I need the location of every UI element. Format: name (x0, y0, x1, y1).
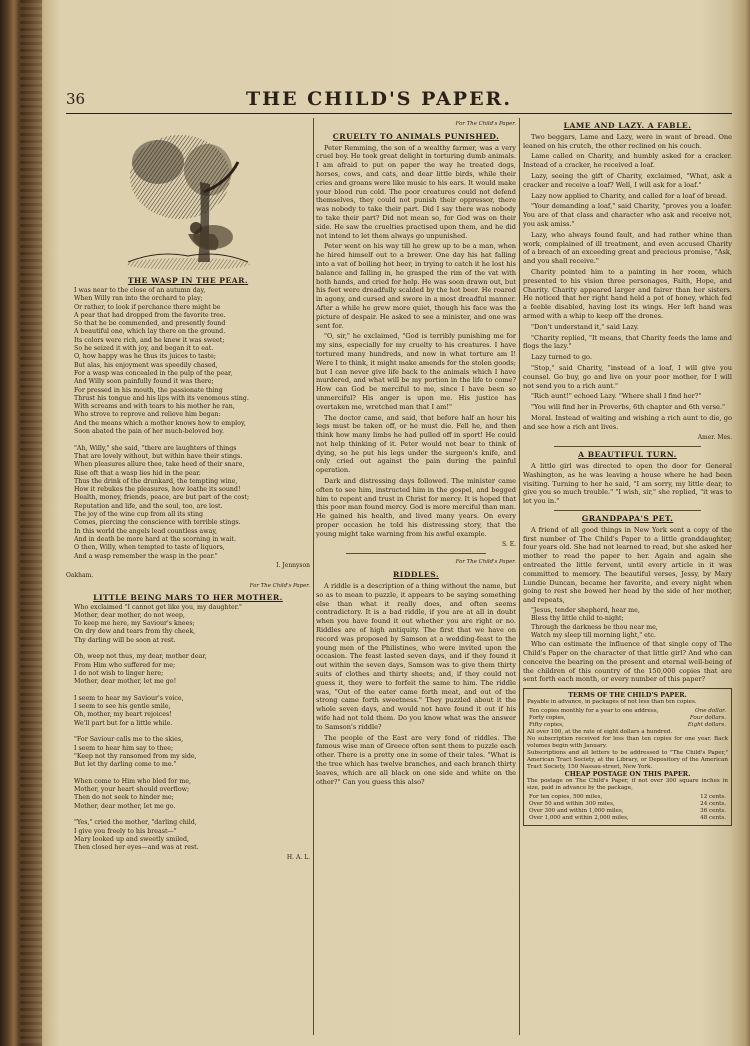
poem1-text: I was near to the close of an autumn day, When Willy ran into the orchard to play; Or rather, to look if perchance there might be A pear that had dropped from the favorite tree. So that he be commended, and presently found A beautiful one, which lay there on the ground. Its colors were rich, and he knew it was sweet; So he seized it with joy, and began it to eat. O, how happy was he thus its juices to taste; But alas, his enjoyment was speedily chased, For a wasp was concealed in the pulp of the pear, And Willy soon painfully found it was there; For pressed in his mouth, the passionate thing Thrust his tongue and his lips with its venomous sting. With screams and with tears to his mother he ran, Who strove to reprove and relieve him began: And the means which a mother knows how to employ, Soon abated the pain of her much-beloved boy. "Ah, Willy," she said, "there are laughters of things That are lovely without, but within have their stings. When pleasures allure thee, take heed of their snare, Rise oft that a wasp lies hid in the pear. Thus the drink of the drunkard, the tempting wine, How it rebukes the pleasures, how loathe its sound! Health, money, friends, peace, are but part of the cost; Reputation and life, and the soul, too, are lost. The joy of the wine cup from all its sting Comes, piercing the conscience with terrible stings. In this world the angels lead countless away, And in death be more hard at the scorning in wait. O then, Willy, when tempted to taste of liquors, And a wasp remember the wasp in the pear." (74, 287, 250, 560)
article-cruelty-paragraph: The doctor came, and said, that before half an hour his legs must be taken off, or he must die. Fell he, and then think how many limbs he had pulled off in sport! He could not help thinking of it. Peter would not bear to think of dying, so he put his legs under the surgeon's knife, and only cried out against the pain during the painful operation. (316, 413, 516, 475)
article-fable-paragraph: Two beggars, Lame and Lazy, were in want of bread. One leaned on his crutch, the other reclined on his couch. (523, 132, 732, 150)
article-cruelty-paragraph: Peter went on his way till he grew up to be a man, when he hired himself out to a brewer. One day his hat falling into a vat of boiling hot beer, in trying to catch it he lost his balance and falling in, he grasped the rim of the vat with both hands, and cried for help. He was soon drawn out, but his feet were dreadfully scalded by the hot beer. He roared in agony, and cursed and swore in a most dreadful manner. After a while he grew more quiet, though his face was the picture of despair. He asked to see a minister, and one was sent for. (316, 242, 516, 330)
table-cell: Forty copies, (529, 715, 566, 722)
article-cruelty-paragraph: Dark and distressing days followed. The minister came often to see him, instructed him in the gospel, and begged him to repent and trust in Christ for mercy. It is hoped that this poor man found mercy. God is more merciful than man. He gained his health, and lived many years. On every proper occasion he told his distressing story, that the young might take warning from his awful example. (316, 477, 516, 538)
page-header (66, 80, 732, 112)
terms-line: All over 100, at the rate of eight dollars a hundred. (527, 729, 673, 736)
terms-line: No subscription received for less than ten copies for one year. Back volumes begin with January. (527, 736, 728, 750)
table-cell: 36 cents. (700, 808, 726, 815)
table-cell: 24 cents. (700, 801, 726, 808)
postage-line: The postage on The Child's Paper, if not over 300 square inches in size, paid in advance by the package, (527, 778, 728, 792)
article-cruelty-credit: For The Child's Paper. (455, 121, 516, 127)
table-cell: 12 cents. (700, 794, 726, 801)
table-row (527, 794, 728, 801)
newspaper-page (66, 80, 732, 1035)
article-fable-paragraph: "Rich aunt!" echoed Lazy. "Where shall I find her?" (531, 392, 702, 401)
article-fable-paragraph: "You will find her in Proverbs, 6th chapter and 6th verse." (531, 403, 726, 412)
article-fable-paragraph: "Charity replied, "It means, that Charity feeds the lame and flogs the lazy." (523, 333, 732, 351)
column-divider-2 (519, 118, 520, 1035)
page-number: 36 (66, 90, 86, 108)
section-rule (554, 446, 700, 447)
article-cruelty-signature: S. E. (502, 540, 516, 548)
section-rule (554, 510, 700, 511)
poem2-credit: For The Child's Paper. (249, 582, 310, 589)
article-fable-signature: Amer. Mes. (697, 433, 732, 441)
article-pet-verse: "Jesus, tender shepherd, hear me, Bless thy little child to-night; Through the darkness be thou near me, Watch my sleep till morning light," etc. (531, 607, 658, 639)
article-cruelty-title: CRUELTY TO ANIMALS PUNISHED. (332, 131, 500, 141)
article-turn-paragraph: A little girl was directed to open the door for General Washington, as he was leaving a house where he had been visiting. Turning to her he said, "I am sorry, my little dear, to give you so much trouble." "I wish, sir," she replied, "it was to let you in." (523, 462, 732, 506)
table-cell: One dollar. (695, 708, 726, 715)
article-cruelty-paragraph: "O, sir," he exclaimed, "God is terribly punishing me for my sins, especially for my cruelty to his creatures. I have tortured many hundreds, and now in what torture am I! Were I to think, it might make amends for the stolen goods; but I can never give life back to the animals which I have murdered, and what will be my portion in the life to come? How can God be merciful to me, since I have been so unmerciful? His anger is upon me. His justice has overtaken me, wretched man that I am!" (316, 332, 516, 411)
article-fable-paragraph: Lazy now applied to Charity, and called for a loaf of bread. (531, 191, 728, 200)
table-row (527, 801, 728, 808)
article-fable-paragraph: "Your demanding a loaf," said Charity, "proves you a loafer. You are of that class and character who ask and receive not, you ask amiss." (523, 202, 732, 228)
article-fable-paragraph: "Stop," said Charity, "instead of a loaf, I will give you counsel. Go buy, go and live on your poor mother, for I will not send you to a rich aunt." (523, 363, 732, 390)
terms-title: TERMS OF THE CHILD'S PAPER. (568, 691, 687, 700)
table-cell: Over 1,000 and within 2,000 miles, (529, 815, 629, 822)
postage-title: CHEAP POSTAGE ON THIS PAPER. (564, 770, 691, 779)
table-row (527, 715, 728, 722)
article-pet-paragraph: A friend of all good things in New York sent a copy of the first number of The Child's Paper to a little granddaughter, four years old. She had not learned to read, but she asked her mother to read the paper to her. Again and again she entreated the little fervent, until every article in it was committed to memory. The beautiful verses, Jessy, by Mary Lundie Duncan, became her favorite, and every night when going to rest she bowed her head by the side of her mother, and repeats, (523, 525, 732, 605)
table-cell: Over 50 and within 300 miles, (529, 801, 615, 808)
terms-line: Payable in advance, in packages of not less than ten copies. (527, 699, 697, 706)
wasp-pear-illustration (118, 122, 258, 272)
article-pet-title: GRANDPAPA'S PET. (581, 514, 674, 524)
article-cruelty-paragraph: Peter Remming, the son of a wealthy farmer, was a very cruel boy. He took great delight in torturing dumb animals. I am afraid to put on paper the way he treated dogs, horses, cows, and cats, and dear little birds, while their cries and groans were like music to his ears. It would make your blood run cold. The poor creatures could not defend themselves, they could not punish their oppressor, there was nobody to take their part. Did I say there was nobody to take their part? Did not mean so, for God was on their side. He saw the cruelties practised upon them, and he did not intend to let them always go unpunished. (316, 143, 516, 240)
article-riddles-credit: For The Child's Paper. (455, 559, 516, 566)
terms-line: Subscriptions and all letters to be addressed to "The Child's Paper," American Tract Society, at the Library, or Depository of the American Tract Society, 150 Nassau-street, New York. (527, 750, 728, 771)
table-cell: Over 300 and within 1,000 miles, (529, 808, 624, 815)
article-fable-paragraph: Lazy turned to go. (531, 353, 593, 362)
tree-boy-engraving (118, 122, 258, 272)
table-cell: 48 cents. (700, 815, 726, 822)
poem2-title: LITTLE BEING MARS TO HER MOTHER. (93, 592, 283, 602)
column-divider-1 (313, 118, 314, 1035)
poem1-title: THE WASP IN THE PEAR. (127, 276, 249, 285)
article-riddles-title: RIDDLES. (392, 570, 440, 580)
terms-box (523, 688, 732, 826)
terms-price-table (527, 708, 728, 729)
table-row (527, 708, 728, 715)
article-riddles-paragraph: A riddle is a description of a thing without the name, but so as to mean to puzzle, it appears to be saying something else than what it really does, and often seems contradictory. It is a bad riddle, if you are at all in doubt when you have found it out whether you are right or no. Riddles are of high antiquity. The first that we have on record was proposed by Samson at a wedding-feast to the young men of the Philistines, who were invited upon the occasion. The feast lasted seven days, and if they found it out within the seven days, Samson was to give them thirty suits of clothes and thirty sheets; and, if they could not guess it, they were to forfeit the same to him. The riddle was, "Out of the eater came forth meat, and out of the strong came forth sweetness." They puzzled about it the whole seven days, and would not have found it out if his wife had not told them. Do you know what was the answer to Samson's riddle? (316, 582, 516, 731)
table-row (527, 815, 728, 822)
table-cell: Ten copies monthly for a year to one address, (529, 708, 659, 715)
article-fable-paragraph: Charity pointed him to a painting in her room, which presented to his vision three personages, Faith, Hope, and Charity. Charity appeared larger and fairer than her sisters. He noticed that her right hand held a pot of honey, which fed a feeble disabled, having lost its wings. Her left hand was armed with a whip to keep off the drones. (523, 267, 732, 320)
column-1 (66, 118, 310, 1035)
postage-table (527, 794, 728, 822)
article-fable-title: LAME AND LAZY. A FABLE. (563, 121, 692, 130)
poem2-text: Who exclaimed "I cannot get like you, my daughter." Mother, dear mother, do not weep, To keep me here, my Saviour's knees; On dry dew and tears from thy cheek, Thy darling will be soon at rest. Oh, weep not thus, my dear, mother dear, From Him who suffered for me; I do not wish to linger here; Mother, dear mother, let me go! I seem to hear my Saviour's voice, I seem to see his gentle smile, Oh, mother, my heart rejoices! We'll part but for a little while. "For Saviour calls me to the skies, I seem to hear him say to thee; "Keep not thy ransomed from my side, But let thy darling come to me." When come to Him who bled for me, Mother, your heart should overflow; Then do not seek to hinder me; Mother, dear mother, let me go. "Yes," cried the mother, "darling child, I give you freely to his breast—" Mary looked up and sweetly smiled, Then closed her eyes—and was at rest. (74, 603, 242, 852)
article-riddles-paragraph: The people of the East are very fond of riddles. The famous wise man of Greece often sent them to puzzle each other. There is a pretty one in some of their tales. "What is the tree which has twelve branches, and each branch thirty leaves, which are all black on one side and white on the other?" Can you guess this also? (316, 733, 516, 786)
book-binding (20, 0, 42, 1046)
column-3 (523, 118, 732, 1035)
poem2-signature: H. A. L. (286, 853, 310, 861)
article-fable-paragraph: "Don't understand it," said Lazy. (531, 322, 639, 331)
table-row (527, 808, 728, 815)
article-pet-paragraph: Who can estimate the influence of that single copy of The Child's Paper on the character of that little girl? And who can conceive the bearing on the present and eternal well-being of the children of this country of the 150,000 copies that are sent forth each month, or every number of this paper? (523, 640, 732, 684)
article-fable-paragraph: Lame called on Charity, and humbly asked for a cracker. Instead of a cracker, he received a loaf. (523, 152, 732, 170)
header-rule (66, 113, 732, 114)
table-cell: For ten copies, 500 miles, (529, 794, 603, 801)
table-row (527, 722, 728, 729)
table-cell: Eight dollars. (687, 722, 726, 729)
article-fable-paragraph: Moral. Instead of waiting and wishing a rich aunt to die, go and see how a rich ant lives. (523, 413, 732, 431)
article-turn-title: A BEAUTIFUL TURN. (578, 450, 677, 460)
column-2 (316, 118, 516, 1035)
table-cell: Four dollars. (689, 715, 726, 722)
table-cell: Fifty copies, (529, 722, 564, 729)
poem1-place: Oakham. (66, 571, 94, 579)
masthead-title: THE CHILD'S PAPER. (246, 88, 512, 110)
article-fable-paragraph: Lazy, who always found fault, and had rather whine than work, complained of ill treatment, and even accused Charity of a breach of an exceeding great and precious promise, "Ask, and you shall receive." (523, 230, 732, 266)
section-rule (346, 553, 486, 554)
poem1-signature: I. Jennyson (276, 561, 310, 569)
article-fable-paragraph: Lazy, seeing the gift of Charity, exclaimed, "What, ask a cracker and receive a loaf? Well, I will ask for a loaf." (523, 171, 732, 189)
